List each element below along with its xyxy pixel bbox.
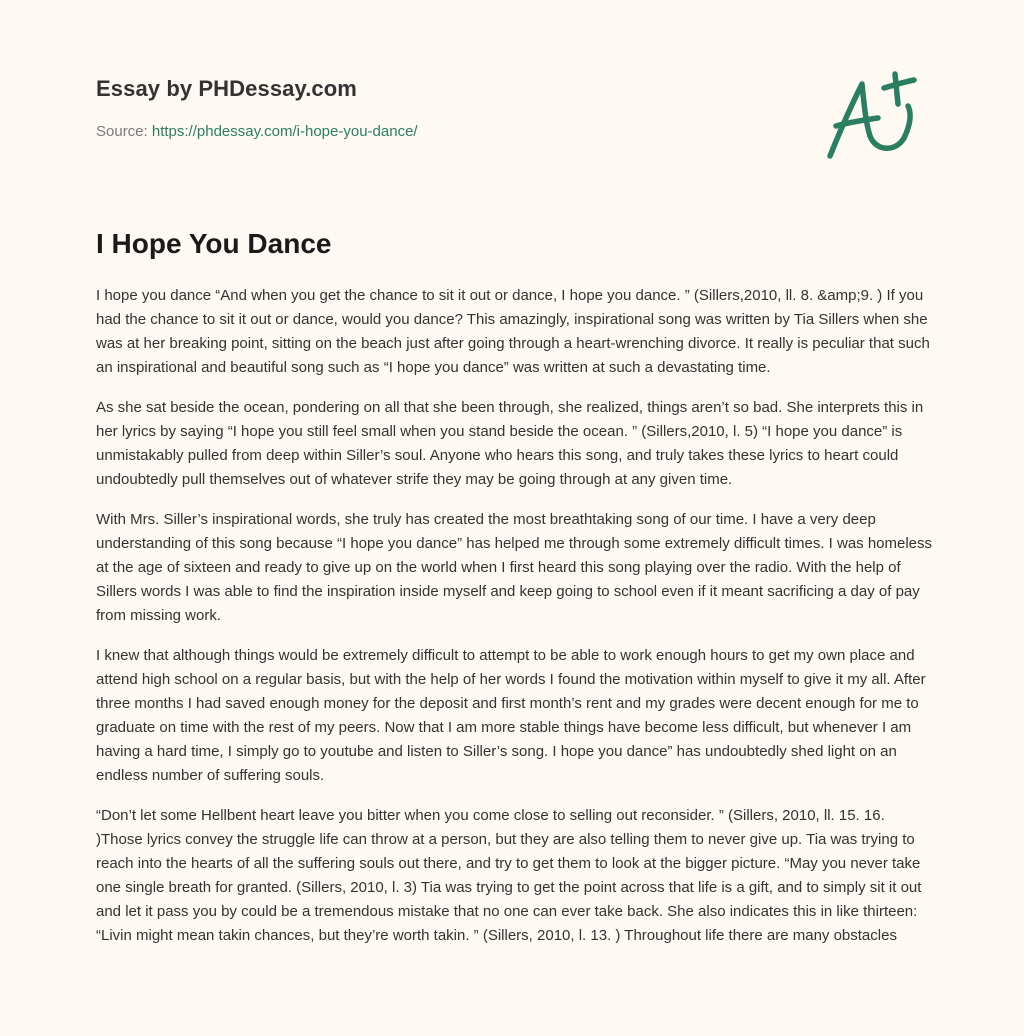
essay-body bbox=[96, 284, 934, 964]
source-link[interactable]: https://phdessay.com/i-hope-you-dance/ bbox=[151, 123, 418, 140]
essay-paragraph-4: I knew that although things would be extremely difficult to attempt to be able to work enough hours to get my own place and attend high school on a regular basis, but with the help of her words I found the motivation within myself to give it my all. After three months I had saved enough money for the deposit and first month’s rent and my grades were decent enough for me to graduate on time with the rest of my peers. Now that I am more stable things have become less difficult, but whenever I am having a hard time, I simply go to youtube and listen to Siller’s song. I hope you dance” has undoubtedly shed light on an endless number of suffering souls. bbox=[96, 647, 926, 784]
source-line bbox=[96, 122, 696, 142]
essay-paragraph-2: As she sat beside the ocean, pondering on all that she been through, she realized, things aren’t so bad. She interprets this in her lyrics by saying “I hope you still feel small when you stand beside the ocean. ” (Sillers,2010, l. 5) “I hope you dance” is unmistakably pulled from deep within Siller’s soul. Anyone who hears this song, and truly takes these lyrics to heart could undoubtedly pull themselves out of whatever strife they may be going through at any given time. bbox=[96, 399, 924, 488]
essay-paragraph-5: “Don’t let some Hellbent heart leave you bitter when you come close to selling out reconsider. ” (Sillers, 2010, ll. 15. 16. )Those lyrics convey the struggle life can throw at a person, but they are also telling them to never give up. Tia was trying to reach into the hearts of all the suffering souls out there, and try to get them to look at the bigger picture. “May you never take one single breath for granted. (Sillers, 2010, l. 3) Tia was trying to get the point across that life is a gift, and to simply sit it out and let it pass you by could be a tremendous mistake that no one can ever take back. She also indicates this in like thirteen: “Livin might mean takin chances, but they’re worth takin. ” (Sillers, 2010, l. 13. ) Throughout life there are many obstacles bbox=[96, 807, 922, 944]
source-label: Source: bbox=[96, 123, 152, 140]
essay-paragraph-1: I hope you dance “And when you get the chance to sit it out or dance, I hope you dance. ” (Sillers,2010, ll. 8. &amp;9. ) If you had the chance to sit it out or dance, would you dance? This amazingly, inspirational song was written by Tia Sillers when she was at her breaking point, sitting on the beach just after going through a heart-wrenching divorce. It really is peculiar that such an inspirational and beautiful song such as “I hope you dance” was written at such a devastating time. bbox=[96, 287, 930, 376]
site-title: Essay by PHDessay.com bbox=[96, 76, 357, 101]
a-plus-grade-icon bbox=[820, 64, 930, 164]
essay-paragraph-3: With Mrs. Siller’s inspirational words, she truly has created the most breathtaking song of our time. I have a very deep understanding of this song because “I hope you dance” has helped me through some extremely difficult times. I was homeless at the age of sixteen and ready to give up on the world when I first heard this song playing over the radio. With the help of Sillers words I was able to find the inspiration inside myself and keep going to school even if it meant sacrificing a day of pay from missing work. bbox=[96, 511, 933, 624]
essay-title: I Hope You Dance bbox=[96, 228, 332, 259]
page-header bbox=[96, 74, 696, 142]
